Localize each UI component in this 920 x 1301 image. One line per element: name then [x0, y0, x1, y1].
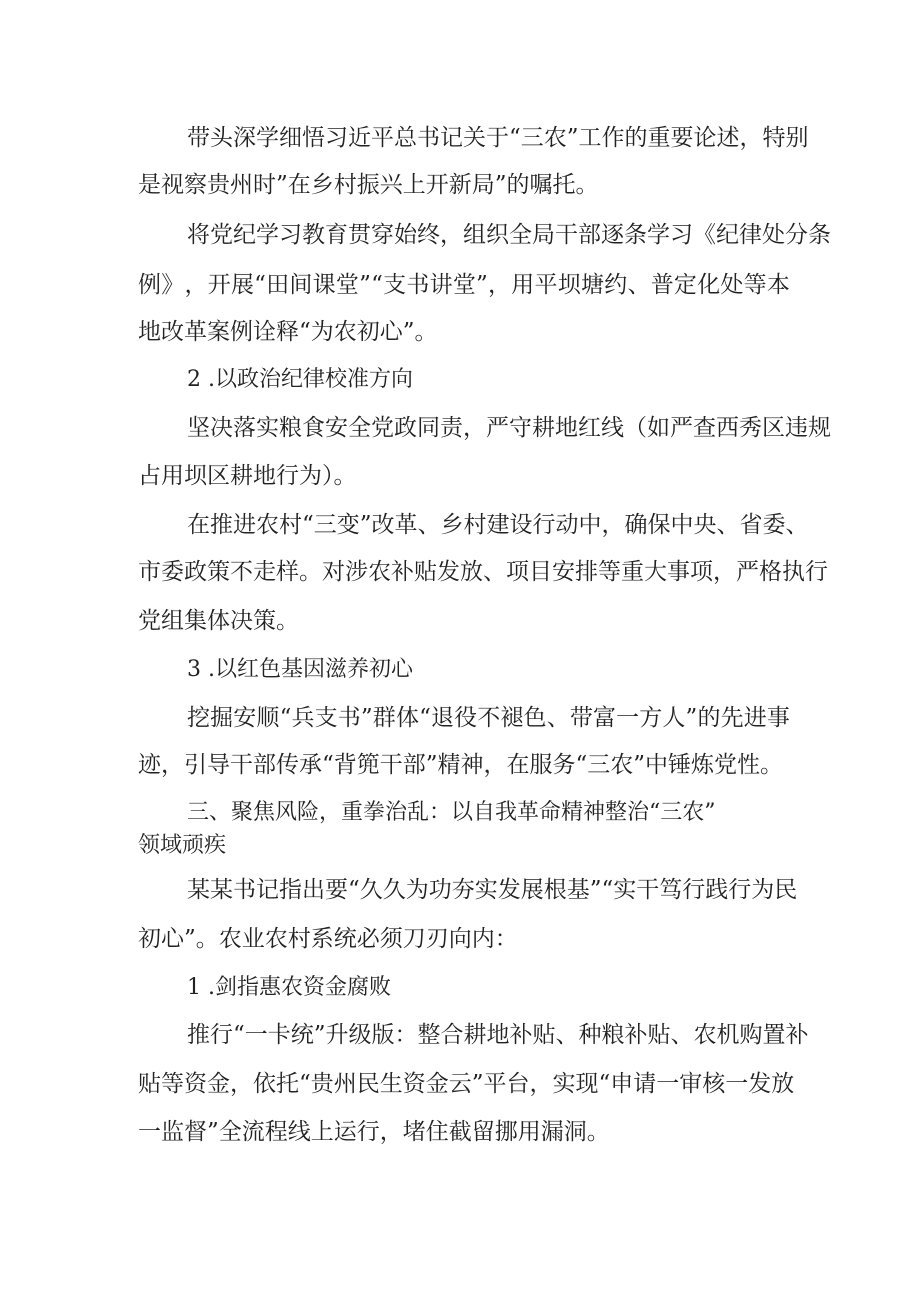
paragraph-line	[0, 312, 920, 352]
paragraph-text: 地改革案例诠释“为农初心”。	[138, 319, 438, 345]
subheading-line	[0, 968, 920, 1008]
subheading-3: 3 .以红色基因滋养初心	[187, 657, 413, 682]
paragraph-text: 推 行 “ 一 卡 统 ” 升 级 版 ： 整 合 耕 地 补 贴 、 种 粮 补 贴 、 农 机 购 置 补	[187, 1022, 809, 1048]
paragraph-line	[0, 265, 920, 305]
paragraph-text: 迹，引导干部传承“背篼干部”精神，在服务“三农”中锤炼党性。	[138, 752, 784, 778]
paragraph-text: 某 某 书 记 指 出 要 “ 久 久 为 功 夯 实 发 展 根 基 ” “ 实 干 笃 行 践 行 为 民	[187, 877, 798, 903]
paragraph-line	[0, 118, 920, 158]
paragraph-text: 将 党 纪 学 习 教 育 贯 穿 始 终 ， 组 织 全 局 干 部 逐 条 学 习 《 纪 律 处 分 条	[187, 222, 831, 248]
paragraph-text: 贴 等 资 金 ， 依 托 “ 贵 州 民 生 资 金 云 ” 平 台 ， 实 现 “ 申 请 一 审 核 一 发 放	[138, 1071, 795, 1097]
paragraph-line	[0, 552, 920, 592]
paragraph-line	[0, 601, 920, 641]
paragraph-line	[0, 215, 920, 255]
paragraph-line	[0, 408, 920, 448]
paragraph-line	[0, 745, 920, 785]
paragraph-text: 在 推 进 农 村 “ 三 变 ” 改 革 、 乡 村 建 设 行 动 中 ， 确 保 中 央 、 省 委 、	[187, 512, 809, 538]
paragraph-text: 带 头 深 学 细 悟 习 近 平 总 书 记 关 于 “ 三 农 ” 工 作 的 重 要 论 述 ， 特 别	[187, 125, 809, 151]
paragraph-text: 占用坝区耕地行为）。	[138, 463, 357, 489]
paragraph-text: 初心”。农业农村系统必须刀刃向内：	[138, 926, 518, 952]
subheading-1: 1 .剑指惠农资金腐败	[187, 975, 391, 1000]
paragraph-line	[0, 165, 920, 205]
paragraph-line	[0, 1112, 920, 1152]
paragraph-line	[0, 698, 920, 738]
paragraph-text: 党组集体决策。	[138, 608, 299, 634]
paragraph-line	[0, 870, 920, 910]
section-heading-3-cont: 领域顽疾	[138, 833, 227, 858]
subheading-2: 2 .以政治纪律校准方向	[187, 367, 413, 392]
paragraph-text: 例 》 ， 开 展 “ 田 间 课 堂 ” “ 支 书 讲 堂 ” ， 用 平 坝 塘 约 、 普 定 化 处 等 本	[138, 272, 790, 298]
paragraph-line	[0, 1015, 920, 1055]
subheading-line	[0, 360, 920, 400]
paragraph-text: 挖 掘 安 顺 “ 兵 支 书 ” 群 体 “ 退 役 不 褪 色 、 带 富 一 方 人 ” 的 先 进 事	[187, 705, 790, 731]
paragraph-line	[0, 505, 920, 545]
section-heading-3: 三、聚焦风险，重拳治乱：以自我革命精神整治“三农”	[187, 800, 716, 825]
paragraph-text: 是视察贵州时”在乡村振兴上开新局”的嘱托。	[138, 172, 599, 198]
section-heading-line	[0, 826, 920, 866]
paragraph-line	[0, 1064, 920, 1104]
paragraph-line	[0, 456, 920, 496]
paragraph-text: 坚 决 落 实 粮 食 安 全 党 政 同 责 ， 严 守 耕 地 红 线 （ 如 严 查 西 秀 区 违 规	[187, 415, 831, 441]
paragraph-line	[0, 919, 920, 959]
paragraph-text: 一监督”全流程线上运行，堵住截留挪用漏洞。	[138, 1119, 610, 1145]
subheading-line	[0, 650, 920, 690]
paragraph-text: 市 委 政 策 不 走 样 。 对 涉 农 补 贴 发 放 、 项 目 安 排 等 重 大 事 项 ， 严 格 执 行	[138, 559, 828, 585]
